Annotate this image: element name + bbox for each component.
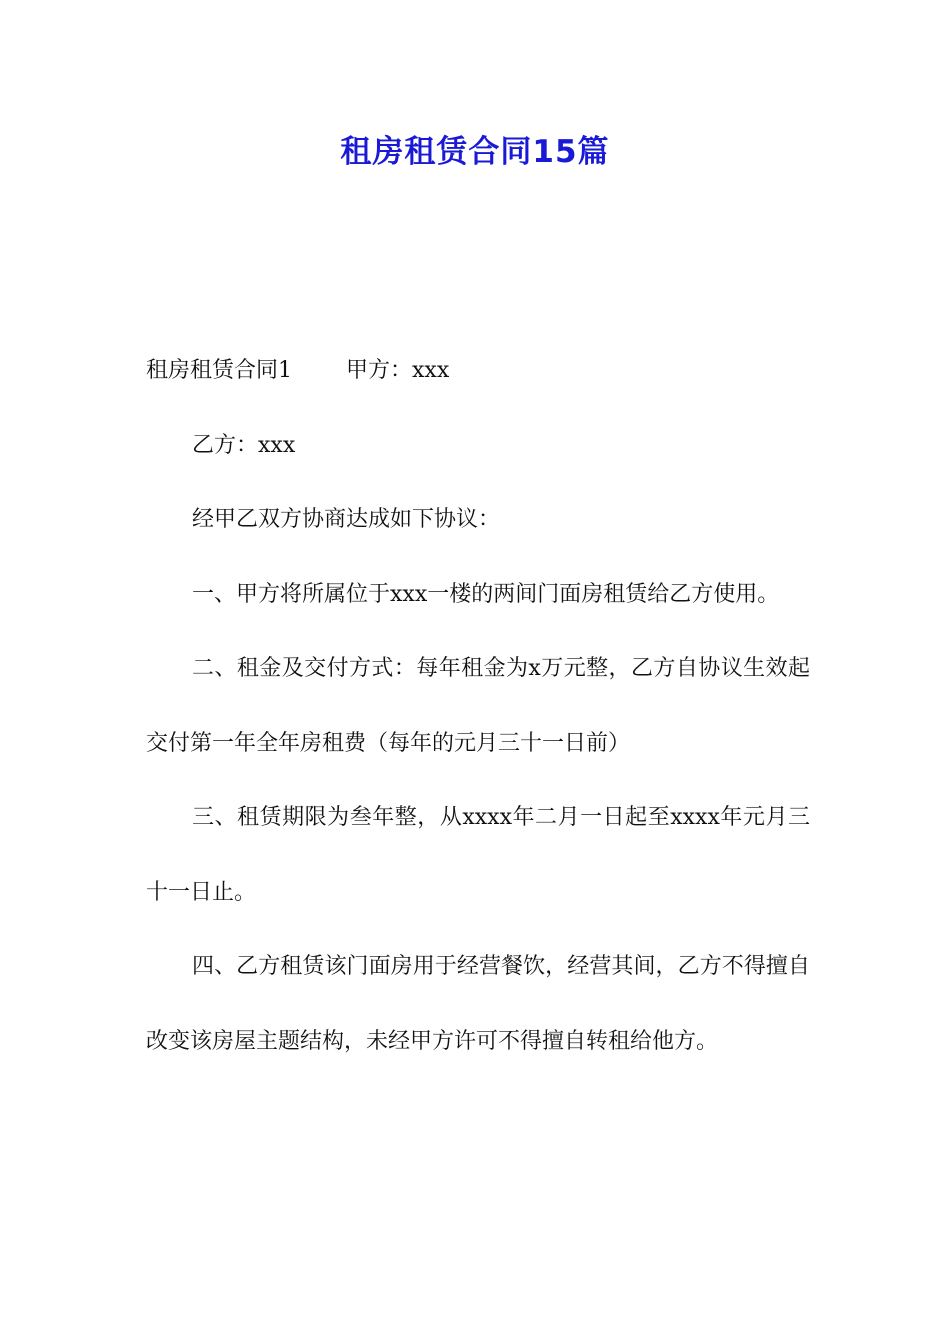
document-body	[146, 334, 810, 1079]
party-a-line: 甲方：xxx	[346, 358, 450, 383]
document-title: 租房租赁合同15篇	[340, 134, 610, 170]
clause-2: 二、租金及交付方式：每年租金为x万元整，乙方自协议生效起交付第一年全年房租费（每年的元月三十一日前）	[146, 656, 810, 756]
agreement-intro: 经甲乙双方协商达成如下协议：	[192, 507, 501, 532]
clause-1: 一、甲方将所属位于xxx一楼的两间门面房租赁给乙方使用。	[192, 581, 780, 607]
clause-4: 四、乙方租赁该门面房用于经营餐饮，经营其间，乙方不得擅自改变该房屋主题结构，未经甲方许可不得擅自转租给他方。	[146, 954, 810, 1054]
party-b-line: 乙方：xxx	[192, 432, 296, 458]
section-heading: 租房租赁合同1	[146, 358, 292, 383]
clause-3: 三、租赁期限为叁年整，从xxxx年二月一日起至xxxx年元月三十一日止。	[146, 805, 810, 905]
first-line	[146, 334, 810, 409]
